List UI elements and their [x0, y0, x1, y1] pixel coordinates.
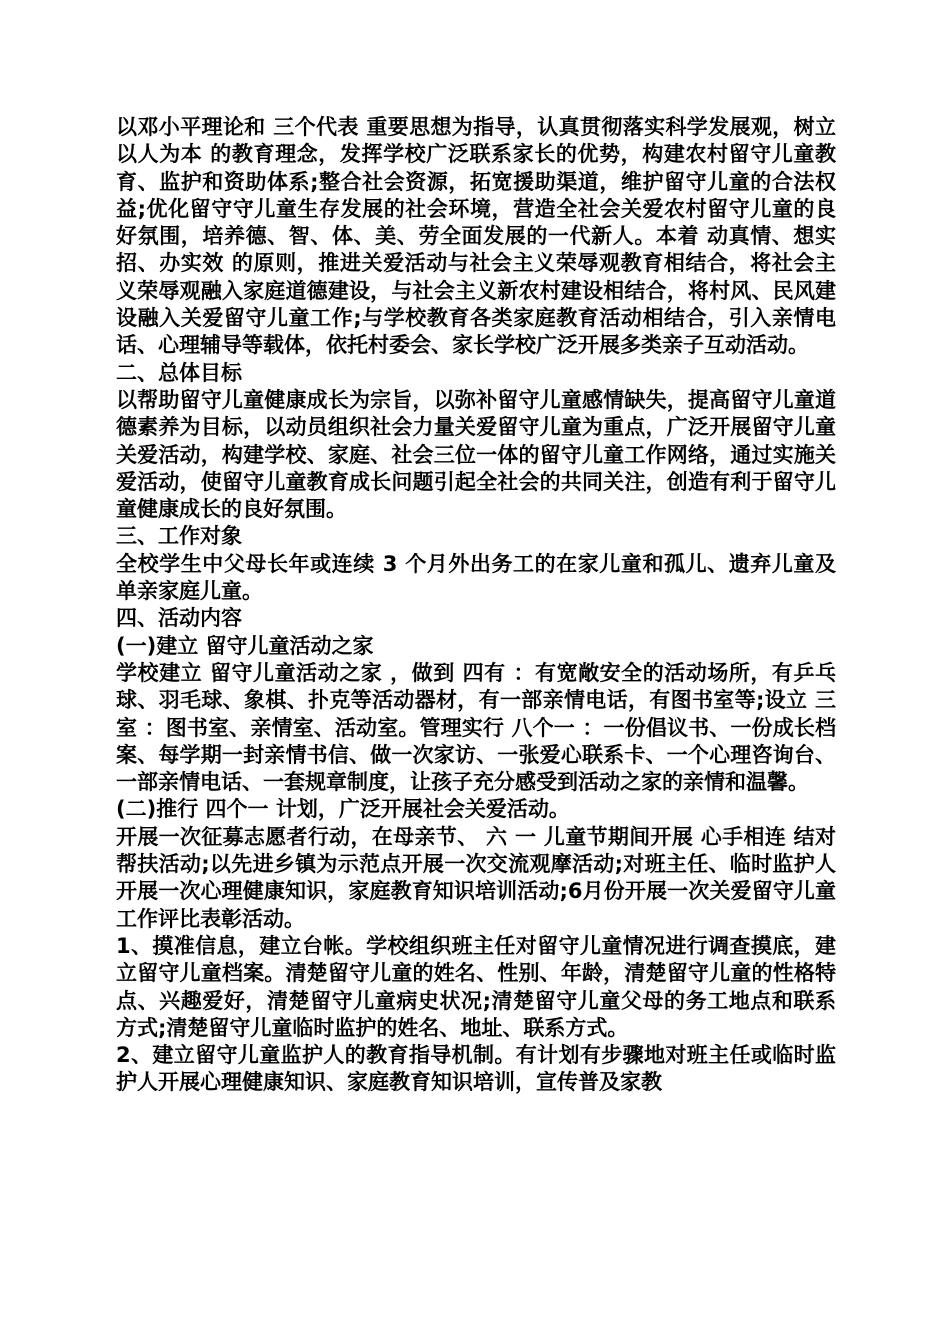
four-ones-paragraph: 开展一次征募志愿者行动，在母亲节、 六 一 儿童节期间开展 心手相连 结对帮扶活动;以先进乡镇为示范点开展一次交流观摩活动;对班主任、临时监护人开展一次心理健康知识，家庭教育知识培训活动;6月份开展一次关爱留守儿童工作评比表彰活动。 [116, 824, 836, 931]
intro-paragraph: 以邓小平理论和 三个代表 重要思想为指导，认真贯彻落实科学发展观，树立 以人为本 的教育理念，发挥学校广泛联系家长的优势，构建农村留守儿童教育、监护和资助体系;整合社会资源，拓宽援助渠道，维护留守儿童的合法权益;优化留守守儿童生存发展的社会环境，营造全社会关爱农村留守儿童的良好氛围，培养德、智、体、美、劳全面发展的一代新人。本着 动真情、想实招、办实效 的原则，推进关爱活动与社会主义荣辱观教育相结合，将社会主义荣辱观融入家庭道德建设，与社会主义新农村建设相结合，将村风、民风建设融入关爱留守儿童工作;与学校教育各类家庭教育活动相结合，引入亲情电话、心理辅导等载体，依托村委会、家长学校广泛开展多类亲子互动活动。 [116, 115, 836, 358]
section-heading-work-target: 三、工作对象 [116, 524, 242, 549]
document-page [116, 114, 836, 1097]
overall-goal-paragraph: 以帮助留守儿童健康成长为宗旨，以弥补留守儿童感情缺失，提高留守儿童道德素养为目标，以动员组织社会力量关爱留守儿童为重点，广泛开展留守儿童关爱活动，构建学校、家庭、社会三位一体的留守儿童工作网络，通过实施关爱活动，使留守儿童教育成长问题引起全社会的共同关注，创造有利于留守儿童健康成长的良好氛围。 [116, 387, 836, 522]
item-1-paragraph: 1、摸准信息，建立台帐。学校组织班主任对留守儿童情况进行调查摸底，建立留守儿童档案。清楚留守儿童的姓名、性别、年龄，清楚留守儿童的性格特点、兴趣爱好，清楚留守儿童病史状况;清楚留守儿童父母的务工地点和联系方式;清楚留守儿童临时监护的姓名、地址、联系方式。 [116, 933, 836, 1040]
subsection-heading-four-ones: (二)推行 四个一 计划，广泛开展社会关爱活动。 [116, 797, 570, 822]
item-2-paragraph: 2、建立留守儿童监护人的教育指导机制。有计划有步骤地对班主任或临时监护人开展心理健康知识、家庭教育知识培训，宣传普及家教 [116, 1043, 836, 1095]
section-heading-overall-goal: 二、总体目标 [116, 360, 242, 385]
activity-home-paragraph: 学校建立 留守儿童活动之家 ，做到 四有 ：有宽敞安全的活动场所，有乒乓球、羽毛球、象棋、扑克等活动器材，有一部亲情电话，有图书室等;设立 三室 ：图书室、亲情室、活动室。管理实行 八个一 ：一份倡议书、一份成长档案、每学期一封亲情书信、做一次家访、一张爱心联系卡、一个心理咨询台、一部亲情电话、一套规章制度，让孩子充分感受到活动之家的亲情和温馨。 [116, 660, 836, 795]
section-heading-activity-content: 四、活动内容 [116, 606, 242, 631]
subsection-heading-activity-home: (一)建立 留守儿童活动之家 [116, 633, 374, 658]
work-target-paragraph: 全校学生中父母长年或连续 3 个月外出务工的在家儿童和孤儿、遗弃儿童及单亲家庭儿童。 [116, 551, 836, 604]
